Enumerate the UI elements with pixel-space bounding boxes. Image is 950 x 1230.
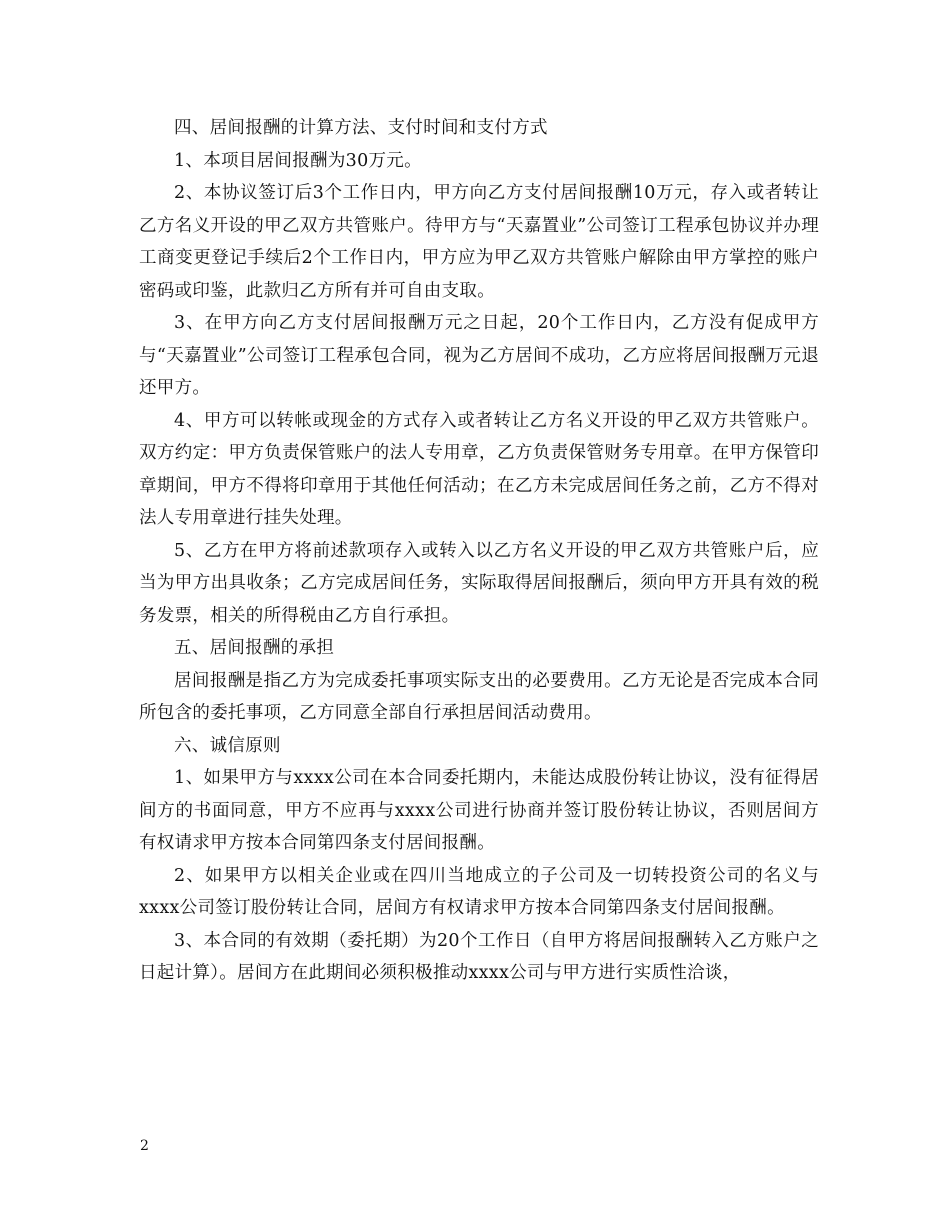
paragraph-4-2: 2、本协议签订后3个工作日内，甲方向乙方支付居间报酬10万元，存入或者转让乙方名义开设的甲乙双方共管账户。待甲方与“天嘉置业”公司签订工程承包协议并办理工商变更登记手续后2个工作日内，甲方应为甲乙双方共管账户解除由甲方掌控的账户密码或印鉴，此款归乙方所有并可自由支取。 bbox=[139, 183, 819, 301]
paragraph-4-4: 4、甲方可以转帐或现金的方式存入或者转让乙方名义开设的甲乙双方共管账户。双方约定：甲方负责保管账户的法人专用章，乙方负责保管财务专用章。在甲方保管印章期间，甲方不得将印章用于其他任何活动；在乙方未完成居间任务之前，乙方不得对法人专用章进行挂失处理。 bbox=[139, 410, 819, 528]
paragraph-4-5: 5、乙方在甲方将前述款项存入或转入以乙方名义开设的甲乙双方共管账户后，应当为甲方出具收条；乙方完成居间任务，实际取得居间报酬后，须向甲方开具有效的税务发票，相关的所得税由乙方自行承担。 bbox=[139, 540, 819, 626]
paragraph-6-1: 1、如果甲方与xxxx公司在本合同委托期内，未能达成股份转让协议，没有征得居间方的书面同意，甲方不应再与xxxx公司进行协商并签订股份转让协议，否则居间方有权请求甲方按本合同第四条支付居间报酬。 bbox=[139, 768, 819, 853]
paragraph-5-body: 居间报酬是指乙方为完成委托事项实际支出的必要费用。乙方无论是否完成本合同所包含的委托事项，乙方同意全部自行承担居间活动费用。 bbox=[139, 670, 819, 723]
paragraph-6-3: 3、本合同的有效期（委托期）为20个工作日（自甲方将居间报酬转入乙方账户之日起计算）。居间方在此期间必须积极推动xxxx公司与甲方进行实质性洽谈， bbox=[139, 930, 819, 983]
section-heading-4: 四、居间报酬的计算方法、支付时间和支付方式 bbox=[174, 118, 548, 138]
paragraph-4-1: 1、本项目居间报酬为30万元。 bbox=[174, 150, 422, 171]
page-number: 2 bbox=[140, 1138, 149, 1154]
document-page bbox=[139, 112, 819, 990]
paragraph-6-2: 2、如果甲方以相关企业或在四川当地成立的子公司及一切转投资公司的名义与xxxx公司签订股份转让合同，居间方有权请求甲方按本合同第四条支付居间报酬。 bbox=[139, 865, 819, 918]
paragraph-4-3: 3、在甲方向乙方支付居间报酬万元之日起，20个工作日内，乙方没有促成甲方与“天嘉置业”公司签订工程承包合同，视为乙方居间不成功，乙方应将居间报酬万元退还甲方。 bbox=[139, 313, 819, 398]
section-heading-6: 六、诚信原则 bbox=[174, 735, 281, 756]
section-heading-5: 五、居间报酬的承担 bbox=[174, 638, 335, 658]
